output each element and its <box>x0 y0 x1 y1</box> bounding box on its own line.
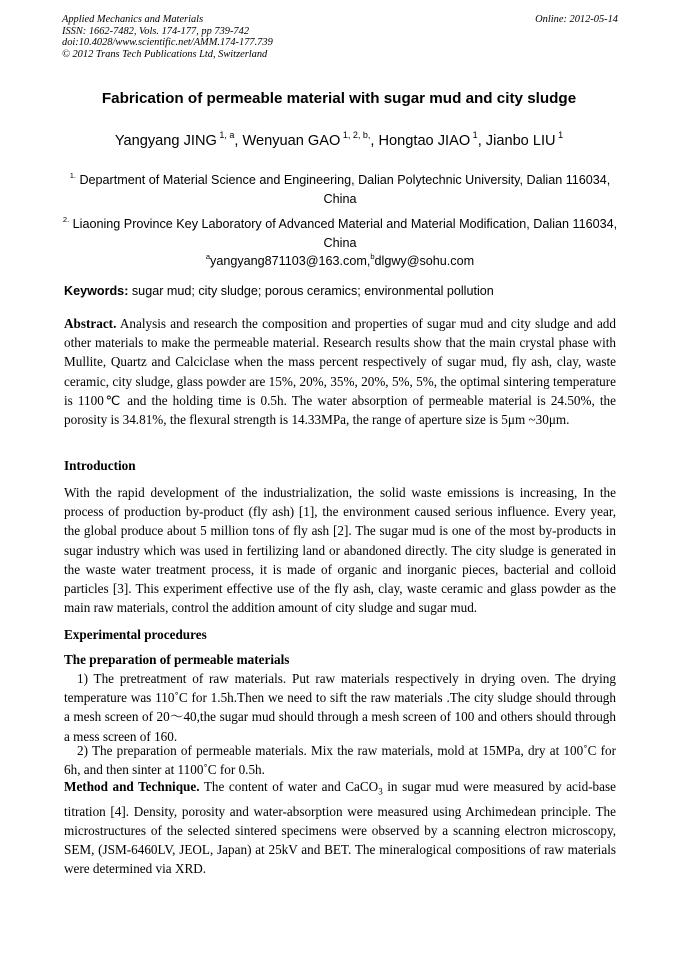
affiliation-text: Liaoning Province Key Laboratory of Advanced Material and Material Modification, Dalian 116034, China <box>69 217 618 250</box>
abstract-label: Abstract. <box>64 316 117 331</box>
paper-title: Fabrication of permeable material with sugar mud and city sludge <box>101 90 577 107</box>
journal-doi: doi:10.4028/www.scientific.net/AMM.174-177.739 <box>62 37 273 49</box>
author-name: Jianbo LIU <box>485 133 556 149</box>
method-subscript: 3 <box>378 786 383 797</box>
author-superscript: 1, a <box>216 130 235 140</box>
journal-copyright: © 2012 Trans Tech Publications Ltd, Switzerland <box>62 48 268 60</box>
author-superscript: 1 <box>555 130 564 140</box>
author-name: Hongtao JIAO <box>378 133 471 149</box>
author-name: Yangyang JING <box>114 133 217 149</box>
keywords <box>64 284 616 298</box>
method-text-pre: The content of water and CaCO <box>199 779 379 794</box>
author-name: Wenyuan GAO <box>242 133 341 149</box>
preparation-subheading: The preparation of permeable materials <box>64 652 290 667</box>
keywords-label: Keywords: <box>64 284 129 298</box>
step-1-paragraph: 1) The pretreatment of raw materials. Put raw materials respectively in drying oven. The drying temperature was 110˚C for 1.5h.Then we need to sift the raw materials .The city sludge should through a mesh screen of 20～40,the sugar mud should through a mesh screen of 100 and others should through a mess screen of 160. <box>64 671 616 744</box>
affiliation-mark: 1. <box>69 171 76 180</box>
email-a: yangyang871103@163.com <box>210 254 367 268</box>
online-date: Online: 2012-05-14 <box>535 14 618 25</box>
author-list: Yangyang JING $^{1, a}$, Wenyuan GAO $^{1, 2, b,}$, Hongtao JIAO $^1$, Jianbo LIU $^1$ <box>114 130 564 149</box>
email-b: dlgwy@sohu.com <box>374 254 475 268</box>
journal-issn: ISSN: 1662-7482, Vols. 174-177, pp 739-742 <box>62 25 250 37</box>
author-emails: $^a$yangyang871103@163.com,$^b$dlgwy@sohu.com <box>205 252 475 268</box>
introduction-heading: Introduction <box>64 458 136 473</box>
email-mark-b: b <box>370 252 375 261</box>
affiliation-1 <box>60 166 620 209</box>
keywords-text: sugar mud; city sludge; porous ceramics; environmental pollution <box>128 284 494 298</box>
abstract <box>64 314 616 429</box>
method-text-post: in sugar mud were measured by acid-base titration [4]. Density, porosity and water-absorption were measured using Archimedean principle. The microstructures of the selected sintered specimens were observed by a scanning electron microscopy, SEM, (JSM-6460LV, JEOL, Japan) at 25kV and BET. The mineralogical compositions of raw materials were determined via XRD. <box>64 779 616 877</box>
method-label: Method and Technique. <box>64 779 200 794</box>
email-mark-a: a <box>205 252 211 261</box>
abstract-text: Analysis and research the composition and properties of sugar mud and city sludge and add other materials to make the permeable material. Research results show that the main crystal phase with Mullite, Quartz and Calciclase when the mass percent respectively of sugar mud, fly ash, clay, waste ceramic, city sludge, glass powder are 15%, 20%, 35%, 20%, 5%, 5%, the optimal sintering temperature is 1100℃ and the holding time is 0.5h. The water absorption of permeable material is 24.50%, the porosity is 34.81%, the flexural strength is 14.33MPa, the range of aperture size is 5μm ~30μm. <box>64 316 616 428</box>
introduction-text: With the rapid development of the industrialization, the solid waste emissions is increasing, In the process of production by-product (fly ash) [1], the environment caused serious influence. Every year, the global produce about 5 million tons of fly ash [2]. The sugar mud is one of the most by-products in sugar industry which was used in fertilizing land or abandoned directly. The city sludge is generated in the waste water treatment process, it is made of organic and inorganic pieces, bacterial and colloid particles [3]. This experiment effective use of the fly ash, clay, waste ceramic and glass powder as the main raw materials, control the addition amount of city sludge and sugar mud. <box>64 485 616 616</box>
journal-header <box>62 14 618 60</box>
author-superscript: 1, 2, b, <box>340 130 371 140</box>
step-2-paragraph: 2) The preparation of permeable materials. Mix the raw materials, mold at 15MPa, dry at 100˚C for 6h, and then sinter at 1100˚C for 0.5h. <box>64 743 616 778</box>
affiliation-text: Department of Material Science and Engineering, Dalian Polytechnic University, Dalian 116034, China <box>75 173 611 206</box>
affiliation-2 <box>60 210 620 253</box>
author-superscript: 1 <box>470 130 478 140</box>
affiliation-mark: 2. <box>62 215 70 224</box>
journal-name: Applied Mechanics and Materials <box>62 14 204 25</box>
experimental-heading: Experimental procedures <box>64 627 207 642</box>
method-paragraph <box>64 777 616 879</box>
